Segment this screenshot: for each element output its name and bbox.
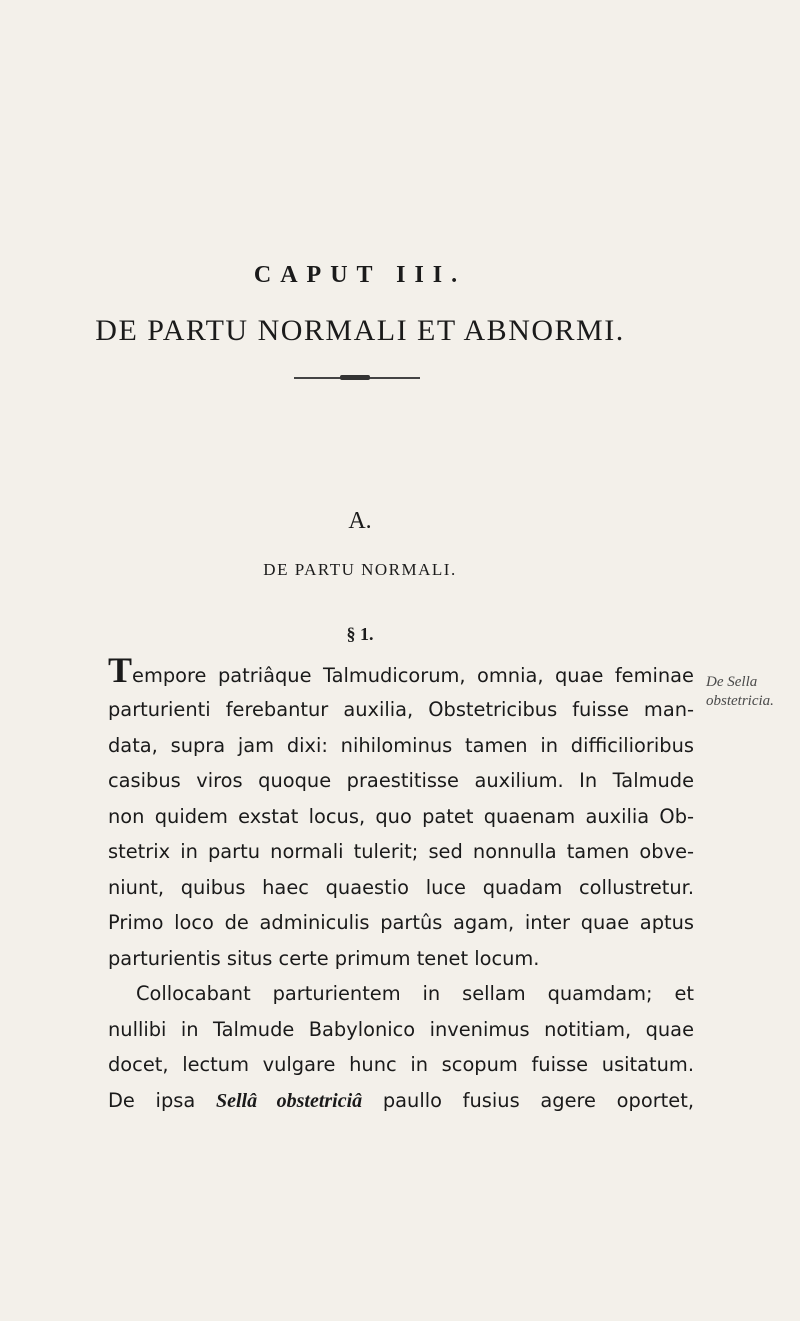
text-line: Primo loco de adminiculis partûs agam, inter quae aptus (108, 911, 694, 934)
drop-cap: T (108, 650, 133, 690)
text-line: parturientis situs certe primum tenet locum. (108, 947, 540, 970)
section-title: DE PARTU NORMALI. (263, 560, 457, 579)
chapter-title: DE PARTU NORMALI ET ABNORMI. (95, 314, 625, 347)
italic-term: Sellâ obstetriciâ (215, 1090, 363, 1112)
paragraph-mark: § 1. (346, 624, 374, 644)
text-line: non quidem exstat locus, quo patet quaenam auxilia Ob- (108, 805, 694, 828)
ornamental-divider (294, 377, 420, 379)
text-line-end: paullo fusius agere oportet, (382, 1089, 694, 1112)
text-line: casibus viros quoque praestitisse auxilium. In Talmude (108, 769, 694, 792)
text-line: nullibi in Talmude Babylonico invenimus notitiam, quae (108, 1018, 694, 1041)
text-line-rest: empore patriâque Talmudicorum, omnia, quae feminae (132, 664, 694, 687)
text-line (108, 1086, 694, 1116)
section-letter: A. (348, 508, 372, 534)
text-line (108, 650, 694, 690)
marginal-note-line: obstetricia. (706, 693, 774, 709)
marginal-note-line: De Sella (706, 674, 758, 690)
text-line: Collocabant parturientem in sellam quamdam; et (136, 982, 694, 1005)
marginal-note (706, 673, 794, 711)
text-line: niunt, quibus haec quaestio luce quadam collustretur. (108, 876, 694, 899)
text-line: stetrix in partu normali tulerit; sed nonnulla tamen obve- (108, 840, 694, 863)
text-line: data, supra jam dixi: nihilominus tamen in difficilioribus (108, 734, 694, 757)
text-line: parturienti ferebantur auxilia, Obstetricibus fuisse man- (108, 698, 694, 721)
chapter-number: CAPUT III. (253, 262, 467, 288)
text-line: docet, lectum vulgare hunc in scopum fuisse usitatum. (108, 1053, 694, 1076)
text-line-start: De ipsa (108, 1089, 196, 1112)
